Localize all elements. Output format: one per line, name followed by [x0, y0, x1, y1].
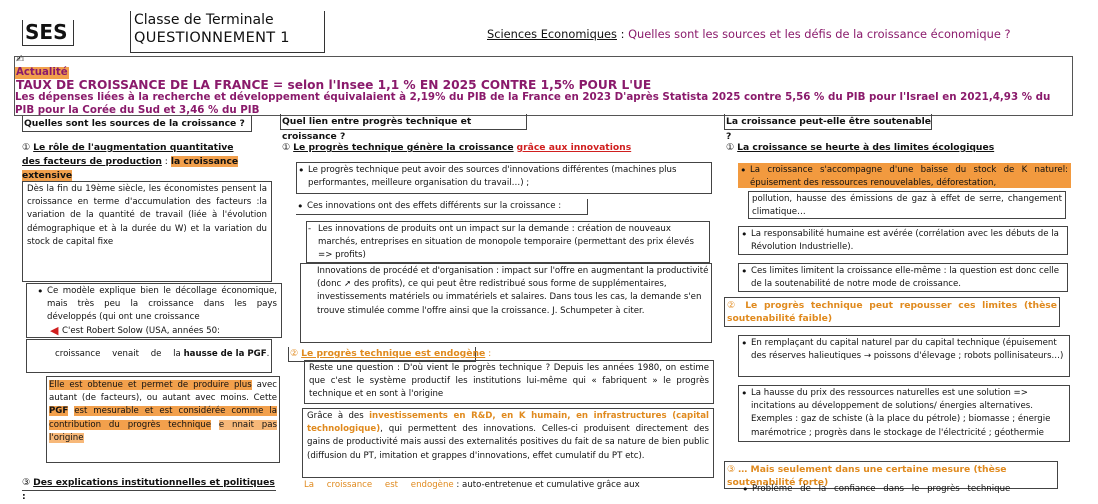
subject-line [487, 27, 1011, 42]
class-title-line2: QUESTIONNEMENT 1 [134, 30, 290, 46]
text-highlight: est mesurable et est considérée comme la contribution du progrès technique [49, 406, 278, 430]
col3-bullet5 [738, 385, 1070, 442]
col3-heading: La croissance peut-elle être soutenable ? [726, 116, 931, 142]
bullet-text: • La responsabilité humaine est avérée (corrélation avec les débuts de la Révolution Industrielle). [751, 228, 1064, 254]
section-sep: : [485, 348, 492, 359]
text: , qui permettent des innovations. Celles-ci produisent directement des gains de productivité mais aussi des externalités positives du fait de sa nature de bien public (diffusion du PT, imitation et grappes d'innovations, effet cumulatif du PT etc). [307, 424, 709, 461]
section-title: Le rôle de l'augmentation quantitative des facteurs de production [22, 142, 234, 167]
text-highlight: e nnait pas l'origine [49, 419, 278, 443]
text: avec autant (de facteurs), ou autant avec moins. Cette [49, 380, 277, 404]
bullet-text: • Ces innovations ont des effets différents sur la croissance : [307, 200, 583, 213]
col1-bullet: • Ce modèle explique bien le décollage économique, mais très peu la croissance dans les pays développés (qui ont une croissance [47, 285, 277, 325]
col3-bullet1 [738, 163, 1071, 188]
section-number: ① [282, 142, 291, 153]
pen-icon: ✍ [16, 54, 25, 65]
section-title: La croissance se heurte à des limites écologiques [737, 142, 995, 153]
col1-para1: Dès la fin du 19ème siècle, les économistes pensent la croissance en terme d'accumulation des facteurs :la variation de la quantité de travail (liée à l'évolution démographique et à la durée du W) et la variation du stock de capital fixe [22, 181, 272, 282]
col3-bullet3 [738, 263, 1068, 292]
col2-heading: Quel lien entre progrès technique et croissance ? [280, 114, 527, 130]
col1-para5 [46, 376, 280, 463]
section-title: Le progrès technique peut repousser ces limites (thèse soutenabilité faible) [727, 300, 1058, 324]
col3-bullet1b: pollution, hausse des émissions de gaz à effet de serre, changement climatique… [748, 191, 1066, 219]
text-orange: La croissance est endogène [304, 480, 454, 490]
col2-dash1 [306, 221, 710, 263]
section-title: Le progrès technique génère la croissance [293, 142, 514, 153]
pointer-arrow-icon: ◀ [50, 324, 59, 337]
bullet-text: • Ces limites limitent la croissance elle-même : la question est donc celle de la soutenabilité de notre mode de croissance. [751, 265, 1064, 291]
col2-para1: Reste une question : D'où vient le progrès technique ? Depuis les années 1980, on estime que c'est le système productif les institutions lui-même qui « fabriquent » le progrès technique et en sont à l'origine [304, 360, 714, 404]
text-bold: hausse de la PGF [183, 349, 267, 359]
section-title: Le progrès technique est endogène [301, 348, 486, 359]
col3-section1 [726, 141, 994, 155]
col3-bullet4 [738, 335, 1070, 377]
col2-bullet1 [296, 162, 712, 194]
col1-para3: C'est Robert Solow (USA, années 50: [62, 326, 220, 336]
subject-sep: : [616, 27, 629, 41]
col2-section1 [282, 141, 631, 155]
subject-label: Sciences Economiques [487, 27, 617, 41]
ses-logo: SES [22, 20, 74, 46]
bullet-text: • La hausse du prix des ressources naturelles est une solution => incitations au développement de solutions/ énergies alternatives. Exemples : gaz de schiste (à la place du pétrole) ; biomasse ; énergie marémotrice ; progrès dans le stockage de l'électricité ; géothermie [751, 387, 1066, 440]
col2-dash3 [304, 479, 702, 492]
col2-bullet2 [296, 199, 588, 215]
dash-text: - Les innovations de produits ont un impact sur la demande : création de nouveaux marchés, entreprises en situation de monopole temporaire (permettant des prix élevés => profits) [318, 223, 705, 263]
col2-dash2 [300, 263, 712, 343]
section-title: Des explications institutionnelles et politiques [33, 477, 275, 488]
col1-heading: Quelles sont les sources de la croissance ? [22, 116, 252, 132]
bullet-text: • Problème de la confiance dans le progrès technique [752, 483, 1072, 496]
text-highlight: PGF [49, 406, 69, 417]
section-number: ② [727, 300, 739, 311]
news-body: Les dépenses liées à la recherche et développement équivalaient à 2,19% du PIB de la France en 2023 D'après Statista 2025 contre 5,56 % du PIB pour l'Israel en 2021,4,93 % du PIB pour la Corée du Sud et 3,46 % du PIB [15, 91, 1051, 116]
section-sep: : [22, 491, 26, 502]
text-orange: investissements en R&D, en K humain, en infrastructures (capital technologique) [307, 411, 709, 435]
col3-bullet2 [738, 226, 1068, 255]
col2-para2 [302, 408, 714, 478]
subject-question: Quelles sont les sources et les défis de la croissance économique ? [628, 27, 1011, 41]
bullet-text: • La croissance s'accompagne d'une baisse du stock de K naturel: épuisement des ressources renouvelables, déforestation, [750, 164, 1068, 190]
col1-section3 [22, 476, 276, 502]
section-number: ① [726, 142, 735, 153]
col3-bullet6 [740, 483, 1072, 496]
col3-section2 [724, 297, 1060, 327]
section-number: ① [22, 142, 31, 153]
section-highlight: la croissance extensive [22, 156, 239, 181]
section-title: … Mais seulement dans une certaine mesure (thèse soutenabilité forte) [727, 464, 1007, 488]
news-label: Actualité [16, 67, 68, 78]
text: croissance venait de la [55, 349, 181, 359]
section-number: ③ [727, 464, 736, 475]
news-title: TAUX DE CROISSANCE DE LA FRANCE = selon l'Insee 1,1 % EN 2025 CONTRE 1,5% POUR L'UE [16, 78, 652, 92]
section-sep: : [161, 156, 171, 167]
col1-para4: croissance venait de la hausse de la PGF. [26, 339, 272, 373]
text: Grâce à des [307, 411, 370, 421]
bullet-text: • En remplaçant du capital naturel par du capital technique (épuisement des réserves halieutiques → poissons d'élevage ; robots pollinisateurs…) [751, 337, 1066, 363]
dash-text: Innovations de procédé et d'organisation : impact sur l'offre en augmentant la productivité (donc ➚ des profits), ce qui peut être redistribué sous forme de supplémentaires, investissements matériels ou immatériels et salaires. Dans tous les cas, la demande s'en trouve stimulée comme l'offre ainsi que la croissance. J. Schumpeter à citer. [317, 266, 709, 316]
class-title-box [130, 11, 325, 53]
text: : auto-entretenue et cumulative grâce aux [453, 480, 640, 490]
col1-section1 [22, 141, 242, 183]
class-title-line1: Classe de Terminale [134, 12, 274, 28]
section-number: ② [290, 348, 299, 359]
bullet-text: • Le progrès technique peut avoir des sources d'innovations différentes (machines plus performantes, meilleure organisation du travail…) ; [308, 164, 707, 190]
text-highlight: Elle est obtenue et permet de produire plus [49, 380, 252, 390]
section-highlight: grâce aux innovations [516, 142, 632, 153]
section-number: ③ [22, 477, 31, 488]
